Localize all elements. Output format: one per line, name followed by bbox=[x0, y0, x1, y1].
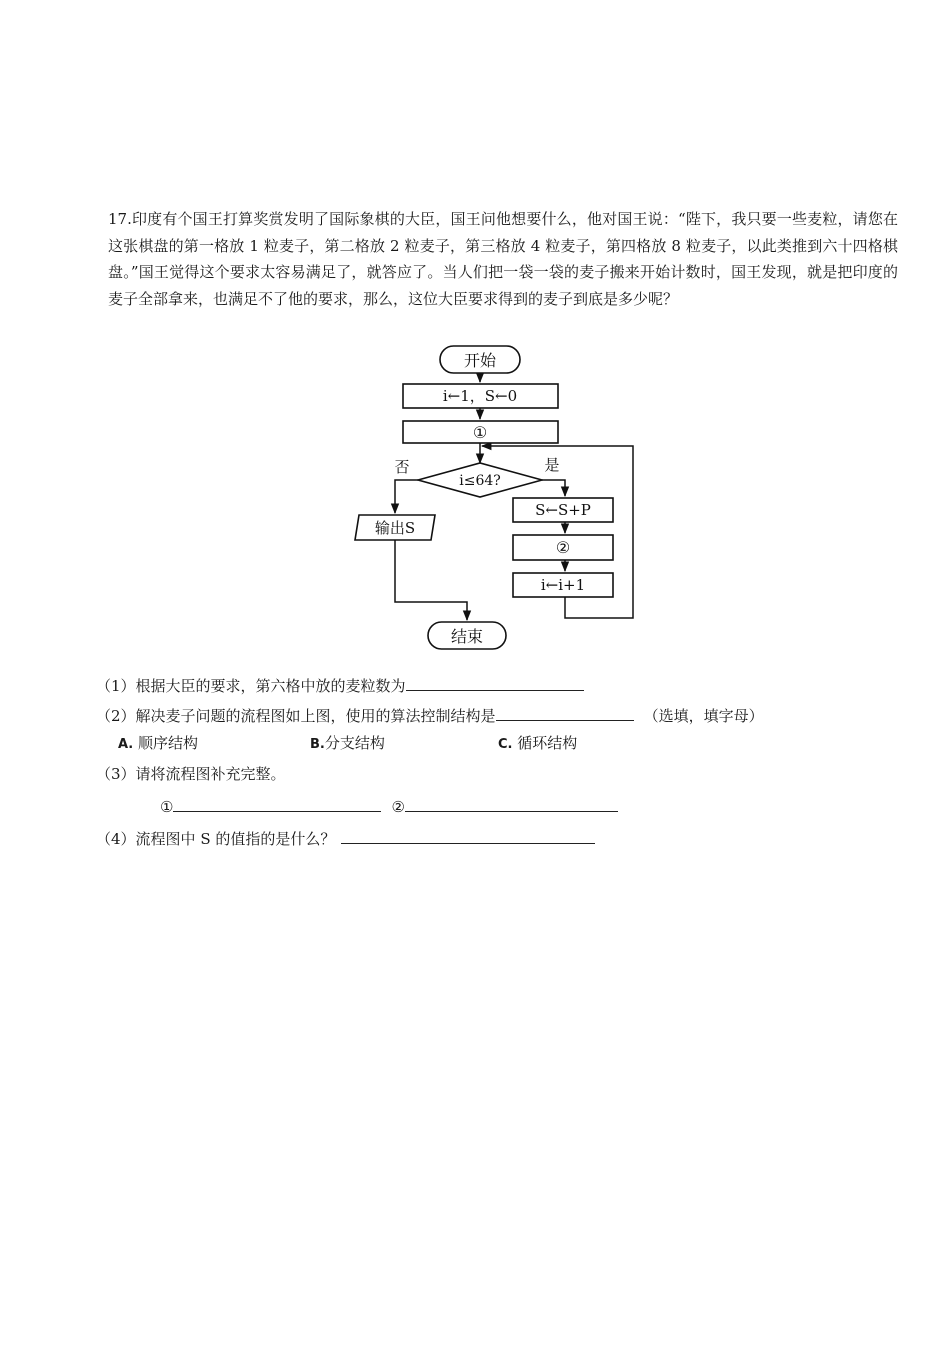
question-2-number: （2） bbox=[96, 707, 136, 725]
output-label: 输出S bbox=[374, 519, 416, 537]
option-b-letter: B. bbox=[310, 737, 325, 752]
answer-blank-3-1[interactable] bbox=[173, 795, 381, 812]
blank-box-2-label: ② bbox=[555, 538, 571, 557]
option-c-letter: C. bbox=[498, 737, 513, 752]
end-label: 结束 bbox=[450, 627, 484, 646]
option-b[interactable] bbox=[310, 733, 385, 755]
question-3-text: 请将流程图补充完整。 bbox=[135, 765, 286, 783]
increment-label: i←i+1 bbox=[540, 576, 586, 594]
question-2 bbox=[96, 704, 764, 726]
option-a[interactable] bbox=[118, 733, 198, 755]
start-label: 开始 bbox=[463, 351, 497, 370]
condition-label: i≤64? bbox=[459, 473, 501, 489]
problem-statement: 17.印度有个国王打算奖赏发明了国际象棋的大臣，国王问他想要什么，他对国王说：“陛下，我只要一些麦粒，请您在这张棋盘的第一格放 1 粒麦子，第二格放 2 粒麦子，第三格放 4 粒麦子，第四格放 8 粒麦子，以此类推到六十四格棋盘。”国王觉得这个要求太容易满足了，就答应了。当人们把一袋一袋的麦子搬来开始计数时，国王发现，就是把印度的麦子全部拿来，也满足不了他的要求，那么，这位大臣要求得到的麦子到底是多少呢？ bbox=[108, 210, 898, 308]
blank-1-marker: ① bbox=[160, 798, 174, 816]
answer-blank-2[interactable] bbox=[496, 704, 634, 721]
question-3 bbox=[96, 764, 286, 784]
question-1 bbox=[96, 674, 584, 696]
question-2-note: （选填，填字母） bbox=[643, 707, 764, 725]
question-4-text: 流程图中 S 的值指的是什么？ bbox=[135, 830, 336, 848]
question-1-text: 根据大臣的要求，第六格中放的麦粒数为 bbox=[135, 677, 406, 695]
answer-blank-3-2[interactable] bbox=[405, 795, 618, 812]
option-c-text: 循环结构 bbox=[512, 734, 578, 752]
answer-blank-1[interactable] bbox=[406, 674, 584, 691]
no-label: 否 bbox=[394, 458, 410, 476]
option-a-letter: A. bbox=[118, 737, 134, 752]
blank-box-1-label: ① bbox=[472, 423, 488, 442]
question-4 bbox=[96, 827, 595, 849]
accumulate-label: S←S+P bbox=[535, 501, 591, 519]
answer-blank-4[interactable] bbox=[341, 827, 595, 844]
init-label: i←1，S←0 bbox=[442, 387, 518, 405]
question-3-number: （3） bbox=[96, 765, 136, 783]
yes-label: 是 bbox=[544, 456, 560, 474]
question-4-number: （4） bbox=[96, 830, 136, 848]
option-a-text: 顺序结构 bbox=[133, 734, 199, 752]
option-b-text: 分支结构 bbox=[324, 734, 385, 752]
question-1-number: （1） bbox=[96, 677, 136, 695]
question-2-text: 解决麦子问题的流程图如上图，使用的算法控制结构是 bbox=[135, 707, 496, 725]
option-c[interactable] bbox=[498, 733, 577, 755]
blank-2-marker: ② bbox=[391, 798, 405, 816]
question-3-blanks bbox=[160, 795, 618, 817]
flowchart bbox=[340, 340, 650, 655]
